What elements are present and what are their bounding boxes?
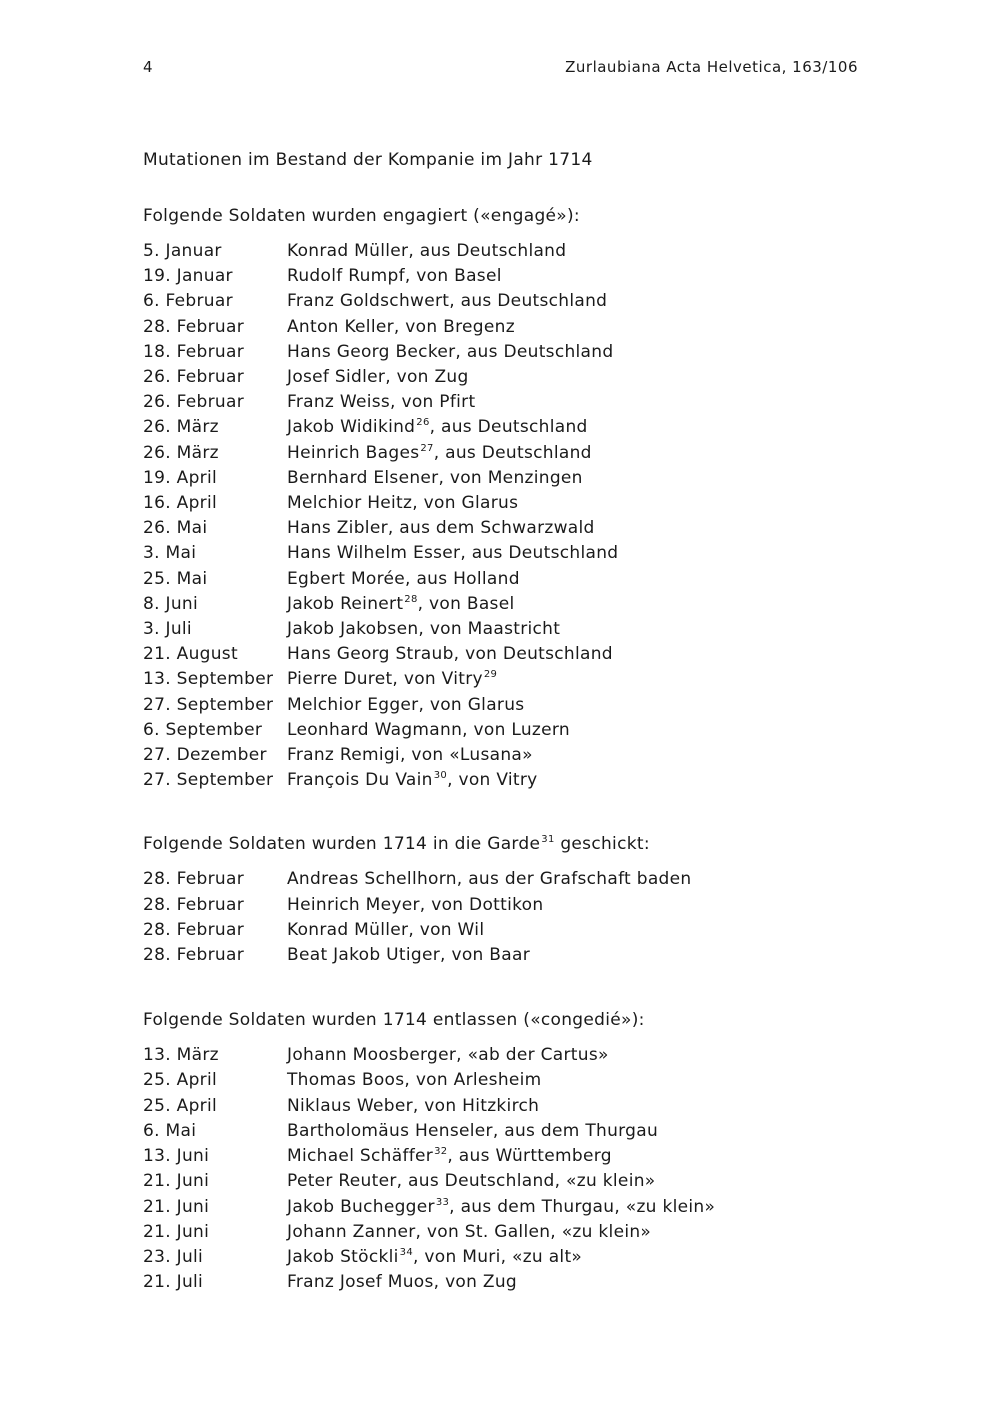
entry-row [143,1043,863,1068]
entry-date: 13. März [143,1045,219,1066]
entry-name [287,918,863,943]
section-heading: Folgende Soldaten wurden engagiert («engagé»): [143,206,580,226]
entry-name-text: Konrad Müller, von Wil [287,919,485,940]
entry-name-rest: , aus Deutschland [433,442,592,463]
entry-row [143,390,863,415]
entry-list [143,1043,863,1295]
entry-date: 26. Februar [143,392,245,413]
entry-row [143,1220,863,1245]
section-garde [143,832,863,968]
heading-text-rest: geschickt: [554,834,650,855]
entry-date: 5. Januar [143,241,222,261]
entry-name [287,1245,863,1270]
entry-name-text: Jakob Jakobsen, von Maastricht [287,619,561,640]
entry-name [287,340,863,365]
document-body [143,148,863,1295]
entry-date: 6. September [143,719,263,740]
entry-date: 28. Februar [143,316,245,337]
footnote-ref: 33 [435,1196,450,1208]
entry-name [287,1119,863,1144]
entry-date: 21. Juni [143,1221,210,1242]
entry-name [287,768,863,793]
entry-row [143,264,863,289]
entry-name-text: Egbert Morée, aus Holland [287,568,520,589]
entry-name-text: Johann Zanner, von St. Gallen, «zu klein» [287,1221,652,1242]
entry-name [287,1169,863,1194]
entry-row [143,340,863,365]
entry-name [287,867,863,892]
entry-name [287,743,863,768]
entry-name-text: Pierre Duret, von Vitry [287,669,483,690]
entry-date: 13. Juni [143,1146,210,1167]
entry-date: 27. September [143,694,274,715]
entry-date: 3. Mai [143,543,197,564]
entry-name [287,264,863,289]
entry-date: 21. Juli [143,1272,204,1293]
entry-date: 6. Mai [143,1120,197,1141]
entry-name [287,567,863,592]
entry-name-text: Bernhard Elsener, von Menzingen [287,467,583,488]
entry-date: 8. Juni [143,593,199,614]
entry-name-text: Josef Sidler, von Zug [287,367,469,388]
entry-name [287,516,863,541]
entry-name-text: Hans Zibler, aus dem Schwarzwald [287,518,595,539]
entry-name [287,1270,863,1295]
entry-row [143,289,863,314]
entry-name-text: Franz Remigi, von «Lusana» [287,745,533,766]
entry-date: 21. August [143,644,238,665]
entry-date: 25. Mai [143,568,208,589]
entry-row [143,667,863,692]
section-dismissed [143,1008,863,1295]
entry-name [287,541,863,566]
entry-name [287,642,863,667]
entry-row [143,466,863,491]
entry-name-text: Bartholomäus Henseler, aus dem Thurgau [287,1120,659,1141]
entry-row [143,743,863,768]
footnote-ref: 27 [420,442,434,454]
entry-name [287,1195,863,1220]
entry-name [287,491,863,516]
entry-name [287,390,863,415]
entry-name-rest: , aus Deutschland [429,417,588,438]
entry-date: 26. März [143,442,219,463]
entry-name-text: Rudolf Rumpf, von Basel [287,266,502,287]
entry-name-text: Jakob Reinert [287,593,404,614]
entry-name-text: Heinrich Meyer, von Dottikon [287,894,544,915]
entry-name-rest: , aus dem Thurgau, «zu klein» [449,1196,716,1217]
footnote-ref: 28 [404,593,418,605]
entry-name [287,617,863,642]
entry-date: 16. April [143,493,217,514]
entry-row [143,1169,863,1194]
footnote-ref: 29 [483,669,498,681]
entry-row [143,642,863,667]
entry-date: 21. Juni [143,1171,210,1192]
entry-row [143,239,863,264]
section-heading: Folgende Soldaten wurden 1714 entlassen («congedié»): [143,1010,645,1031]
entry-date: 23. Juli [143,1246,204,1267]
entry-date: 28. Februar [143,945,245,966]
entry-name-text: Michael Schäffer [287,1146,434,1167]
entry-date: 26. Februar [143,367,245,388]
entry-name [287,1220,863,1245]
entry-name [287,893,863,918]
entry-row [143,415,863,440]
entry-date: 21. Juni [143,1196,210,1217]
entry-row [143,1144,863,1169]
entry-date: 26. Mai [143,518,208,539]
entry-name [287,315,863,340]
entry-name-text: Franz Josef Muos, von Zug [287,1272,518,1293]
entry-name [287,239,863,264]
entry-date: 25. April [143,1070,217,1091]
footnote-ref: 26 [416,417,430,429]
entry-row [143,617,863,642]
entry-name-text: Melchior Egger, von Glarus [287,694,525,715]
entry-name-text: Beat Jakob Utiger, von Baar [287,945,530,966]
entry-row [143,541,863,566]
entry-row [143,893,863,918]
entry-name [287,693,863,718]
section-engaged [143,204,863,793]
entry-name-text: Melchior Heitz, von Glarus [287,493,519,514]
entry-name-text: Franz Weiss, von Pfirt [287,392,476,413]
entry-row [143,516,863,541]
entry-name-text: Konrad Müller, aus Deutschland [287,241,567,261]
entry-date: 28. Februar [143,894,245,915]
entry-name [287,415,863,440]
footnote-ref: 34 [399,1246,413,1258]
entry-name [287,943,863,968]
entry-name-text: Hans Georg Becker, aus Deutschland [287,341,614,362]
entry-row [143,768,863,793]
entry-name-text: Jakob Buchegger [287,1196,435,1217]
entry-row [143,1270,863,1295]
entry-name [287,667,863,692]
heading-text: Folgende Soldaten wurden 1714 in die Garde [143,834,541,855]
entry-name [287,1094,863,1119]
running-header: Zurlaubiana Acta Helvetica, 163/106 [565,58,858,76]
entry-date: 3. Juli [143,619,192,640]
entry-name-rest: , von Basel [417,593,515,614]
entry-name-text: Hans Wilhelm Esser, aus Deutschland [287,543,619,564]
entry-name-text: Franz Goldschwert, aus Deutschland [287,291,608,312]
entry-row [143,1094,863,1119]
entry-date: 19. Januar [143,266,233,287]
entry-name-text: François Du Vain [287,770,433,791]
entry-name [287,441,863,466]
entry-name-text: Niklaus Weber, von Hitzkirch [287,1095,540,1116]
entry-name-text: Leonhard Wagmann, von Luzern [287,719,570,740]
entry-name [287,718,863,743]
entry-date: 25. April [143,1095,217,1116]
entry-row [143,592,863,617]
entry-row [143,491,863,516]
page-title: Mutationen im Bestand der Kompanie im Jahr 1714 [143,150,593,170]
entry-name-text: Heinrich Bages [287,442,420,463]
entry-row [143,693,863,718]
entry-list [143,867,863,968]
entry-date: 27. September [143,770,274,791]
entry-row [143,365,863,390]
entry-row [143,718,863,743]
entry-row [143,1245,863,1270]
entry-name [287,365,863,390]
entry-date: 28. Februar [143,869,245,890]
entry-date: 18. Februar [143,341,245,362]
entry-date: 19. April [143,467,217,488]
entry-name-text: Hans Georg Straub, von Deutschland [287,644,613,665]
entry-name-rest: , von Vitry [447,770,538,791]
entry-name [287,1144,863,1169]
entry-row [143,1068,863,1093]
entry-name-text: Jakob Widikind [287,417,416,438]
entry-row [143,567,863,592]
entry-row [143,441,863,466]
entry-list [143,239,863,793]
entry-name [287,289,863,314]
entry-name-text: Peter Reuter, aus Deutschland, «zu klein» [287,1171,656,1192]
entry-date: 27. Dezember [143,745,267,766]
entry-name-text: Jakob Stöckli [287,1246,399,1267]
entry-name-rest: , von Muri, «zu alt» [413,1246,583,1267]
entry-date: 26. März [143,417,219,438]
footnote-ref: 30 [433,770,448,782]
entry-name [287,466,863,491]
entry-row [143,867,863,892]
entry-date: 13. September [143,669,274,690]
entry-row [143,943,863,968]
entry-row [143,918,863,943]
footnote-ref: 32 [434,1146,448,1158]
entry-name-text: Johann Moosberger, «ab der Cartus» [287,1045,609,1066]
entry-name-text: Anton Keller, von Bregenz [287,316,515,337]
entry-date: 6. Februar [143,291,233,312]
entry-row [143,315,863,340]
entry-name-text: Andreas Schellhorn, aus der Grafschaft baden [287,869,692,890]
entry-name [287,1068,863,1093]
entry-name-rest: , aus Württemberg [447,1146,612,1167]
entry-name [287,1043,863,1068]
page-number: 4 [143,58,154,76]
section-heading [143,832,863,857]
entry-row [143,1119,863,1144]
entry-date: 28. Februar [143,919,245,940]
entry-name [287,592,863,617]
footnote-ref: 31 [541,834,555,846]
entry-name-text: Thomas Boos, von Arlesheim [287,1070,542,1091]
entry-row [143,1195,863,1220]
